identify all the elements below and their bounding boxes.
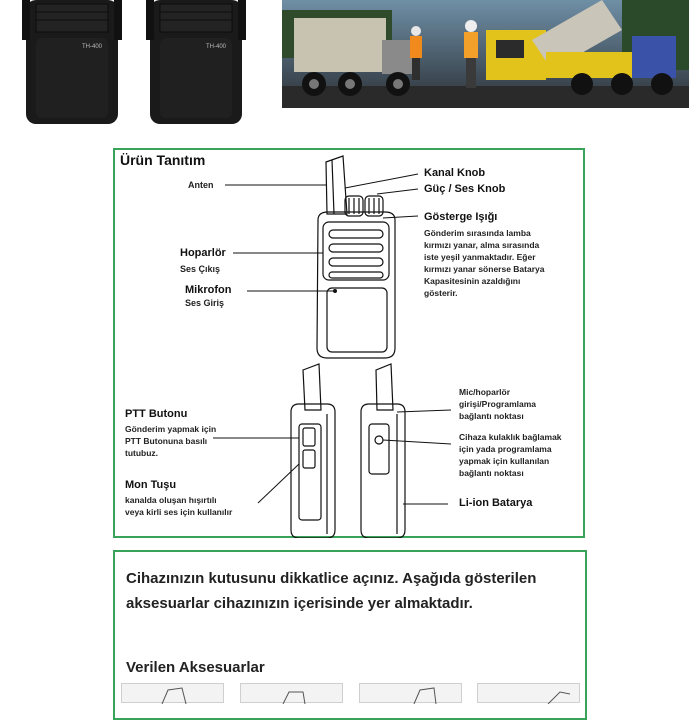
label-mon-key: Mon Tuşu (125, 479, 177, 491)
label-antenna: Anten (188, 180, 214, 190)
label-channel-knob: Kanal Knob (424, 167, 486, 179)
label-speaker-sub: Ses Çıkış (180, 264, 221, 274)
radio-photo-right (146, 0, 246, 124)
label-power-volume-knob: Güç / Ses Knob (424, 183, 506, 195)
product-intro-title: Ürün Tanıtım (120, 152, 206, 168)
label-speaker: Hoparlör (180, 247, 226, 259)
construction-site-photo (282, 0, 689, 108)
accessory-item (240, 683, 343, 703)
label-ptt-button: PTT Butonu (125, 408, 188, 420)
accessory-item (477, 683, 580, 703)
accessory-item (359, 683, 462, 703)
indicator-description: Gönderim sırasında lamba kırmızı yanar, alma sırasında iste yeşil yanmaktadır. Eğer kırmızı yanar sönerse Batarya Kapasitesinin azaldığını gösterir. (424, 228, 545, 298)
radio-diagram (113, 148, 585, 538)
label-microphone: Mikrofon (185, 284, 232, 296)
instructions-text: Cihazınızın kutusunu dikkatlice açınız. Aşağıda gösterilen aksesuarlar cihazınızın içerisinde yer almaktadır. (126, 570, 537, 612)
earphone-port-description: Cihaza kulaklık bağlamak için yada programlama yapmak için kullanılan bağlantı noktası (459, 432, 562, 478)
mic-speaker-port-label: Mic/hoparlör girişi/Programlama bağlantı noktası (459, 387, 537, 421)
label-indicator-light: Gösterge Işığı (424, 211, 498, 223)
radio-photo-left (22, 0, 122, 124)
ptt-description: Gönderim yapmak için PTT Butonuna basılı tutubuz. (125, 424, 217, 458)
label-battery: Li-ion Batarya (459, 497, 533, 509)
accessories-title: Verilen Aksesuarlar (126, 659, 265, 676)
radio-model-label: TH-400 (206, 44, 227, 50)
accessory-item (121, 683, 224, 703)
label-microphone-sub: Ses Giriş (185, 298, 225, 308)
radio-model-label: TH-400 (82, 44, 103, 50)
mon-description: kanalda oluşan hışırtılı veya kirli ses için kullanılır (125, 495, 233, 517)
